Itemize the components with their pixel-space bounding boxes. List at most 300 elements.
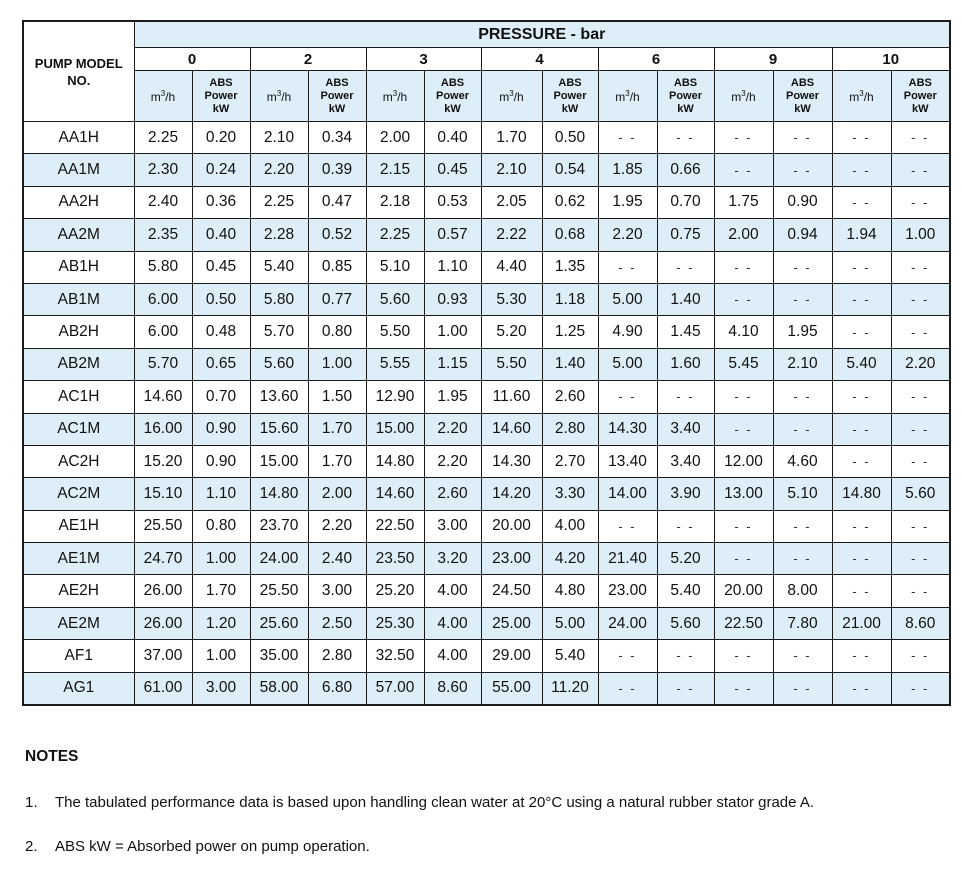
power-cell: 0.52 bbox=[308, 219, 366, 251]
flow-cell: - - bbox=[832, 543, 891, 575]
power-cell: 1.10 bbox=[192, 478, 250, 510]
flow-cell: 15.00 bbox=[250, 445, 308, 477]
power-cell: 3.40 bbox=[657, 445, 714, 477]
power-cell: 0.80 bbox=[192, 510, 250, 542]
power-cell: 0.50 bbox=[542, 122, 598, 154]
flow-cell: 24.00 bbox=[250, 543, 308, 575]
pump-model-cell: AA2H bbox=[23, 186, 134, 218]
flow-cell: - - bbox=[598, 640, 657, 672]
power-cell: 1.00 bbox=[891, 219, 950, 251]
power-cell: 4.00 bbox=[424, 575, 481, 607]
power-cell: 0.40 bbox=[192, 219, 250, 251]
power-cell: - - bbox=[657, 251, 714, 283]
note-number: 1. bbox=[25, 794, 38, 811]
flow-cell: 13.40 bbox=[598, 445, 657, 477]
flow-cell: 14.30 bbox=[481, 445, 542, 477]
power-cell: - - bbox=[773, 154, 832, 186]
flow-cell: 5.40 bbox=[832, 348, 891, 380]
flow-cell: - - bbox=[598, 672, 657, 704]
table-row bbox=[23, 478, 950, 510]
flow-cell: 5.50 bbox=[366, 316, 424, 348]
note-text: ABS kW = Absorbed power on pump operation. bbox=[55, 838, 370, 855]
flow-cell: 2.35 bbox=[134, 219, 192, 251]
pump-model-cell: AB2H bbox=[23, 316, 134, 348]
power-cell: - - bbox=[891, 543, 950, 575]
power-cell: 0.40 bbox=[424, 122, 481, 154]
power-cell: 2.60 bbox=[424, 478, 481, 510]
power-cell: 4.60 bbox=[773, 445, 832, 477]
power-cell: 2.20 bbox=[891, 348, 950, 380]
flow-cell: 12.00 bbox=[714, 445, 773, 477]
flow-cell: 15.00 bbox=[366, 413, 424, 445]
table-row bbox=[23, 154, 950, 186]
power-cell: 2.40 bbox=[308, 543, 366, 575]
flow-cell: 14.60 bbox=[134, 381, 192, 413]
flow-unit-header: $m^3/h$ bbox=[598, 71, 657, 122]
flow-cell: 25.60 bbox=[250, 607, 308, 639]
power-cell: 5.40 bbox=[542, 640, 598, 672]
flow-cell: 2.10 bbox=[481, 154, 542, 186]
flow-cell: 1.95 bbox=[598, 186, 657, 218]
notes-section bbox=[25, 748, 814, 882]
power-cell: 1.40 bbox=[542, 348, 598, 380]
flow-cell: 5.50 bbox=[481, 348, 542, 380]
power-unit-header: ABS Power kW bbox=[542, 71, 598, 122]
flow-cell: 2.18 bbox=[366, 186, 424, 218]
power-cell: 1.95 bbox=[773, 316, 832, 348]
power-cell: 2.20 bbox=[424, 413, 481, 445]
flow-cell: 2.40 bbox=[134, 186, 192, 218]
table-row bbox=[23, 672, 950, 704]
power-cell: 4.00 bbox=[424, 607, 481, 639]
pump-model-cell: AE1H bbox=[23, 510, 134, 542]
flow-cell: 24.50 bbox=[481, 575, 542, 607]
flow-cell: - - bbox=[714, 640, 773, 672]
flow-cell: - - bbox=[714, 672, 773, 704]
table-row bbox=[23, 640, 950, 672]
power-cell: 2.10 bbox=[773, 348, 832, 380]
power-cell: 8.60 bbox=[424, 672, 481, 704]
power-cell: 0.66 bbox=[657, 154, 714, 186]
power-cell: - - bbox=[891, 640, 950, 672]
table-row bbox=[23, 510, 950, 542]
flow-cell: 5.80 bbox=[134, 251, 192, 283]
flow-cell: 14.30 bbox=[598, 413, 657, 445]
flow-cell: - - bbox=[598, 510, 657, 542]
flow-cell: 22.50 bbox=[366, 510, 424, 542]
pump-model-header: PUMP MODEL NO. bbox=[23, 21, 134, 122]
flow-cell: 5.40 bbox=[250, 251, 308, 283]
power-unit-header: ABS Power kW bbox=[891, 71, 950, 122]
notes-title: NOTES bbox=[25, 748, 79, 765]
power-cell: 1.40 bbox=[657, 283, 714, 315]
flow-cell: 57.00 bbox=[366, 672, 424, 704]
flow-cell: 26.00 bbox=[134, 607, 192, 639]
flow-cell: 5.00 bbox=[598, 283, 657, 315]
power-cell: - - bbox=[891, 413, 950, 445]
power-cell: 0.70 bbox=[657, 186, 714, 218]
flow-cell: - - bbox=[714, 510, 773, 542]
power-cell: 8.60 bbox=[891, 607, 950, 639]
pump-model-cell: AC1M bbox=[23, 413, 134, 445]
power-cell: 0.93 bbox=[424, 283, 481, 315]
flow-unit-header: $m^3/h$ bbox=[481, 71, 542, 122]
power-cell: 2.00 bbox=[308, 478, 366, 510]
power-cell: 3.00 bbox=[308, 575, 366, 607]
table-row bbox=[23, 219, 950, 251]
power-cell: 5.60 bbox=[657, 607, 714, 639]
flow-cell: 24.00 bbox=[598, 607, 657, 639]
power-cell: 0.75 bbox=[657, 219, 714, 251]
power-cell: 5.10 bbox=[773, 478, 832, 510]
flow-cell: - - bbox=[832, 445, 891, 477]
flow-cell: 23.00 bbox=[481, 543, 542, 575]
note-item bbox=[25, 794, 814, 811]
flow-cell: - - bbox=[598, 122, 657, 154]
pump-model-cell: AB1H bbox=[23, 251, 134, 283]
flow-cell: 15.60 bbox=[250, 413, 308, 445]
power-cell: 0.47 bbox=[308, 186, 366, 218]
power-cell: - - bbox=[891, 672, 950, 704]
power-cell: - - bbox=[657, 122, 714, 154]
power-cell: 2.50 bbox=[308, 607, 366, 639]
power-unit-header: ABS Power kW bbox=[657, 71, 714, 122]
flow-cell: - - bbox=[598, 251, 657, 283]
power-cell: 0.77 bbox=[308, 283, 366, 315]
flow-cell: 26.00 bbox=[134, 575, 192, 607]
flow-cell: 12.90 bbox=[366, 381, 424, 413]
unit-row bbox=[23, 71, 950, 122]
flow-cell: 5.60 bbox=[366, 283, 424, 315]
pressure-header: PRESSURE - bar bbox=[134, 21, 950, 48]
pump-model-cell: AC1H bbox=[23, 381, 134, 413]
pressure-4-header: 4 bbox=[481, 48, 598, 71]
pressure-9-header: 9 bbox=[714, 48, 832, 71]
flow-cell: 2.10 bbox=[250, 122, 308, 154]
table-row bbox=[23, 348, 950, 380]
power-cell: - - bbox=[891, 316, 950, 348]
power-cell: 1.15 bbox=[424, 348, 481, 380]
power-cell: 1.00 bbox=[308, 348, 366, 380]
flow-cell: 16.00 bbox=[134, 413, 192, 445]
power-cell: 0.90 bbox=[192, 413, 250, 445]
flow-cell: 58.00 bbox=[250, 672, 308, 704]
flow-unit-header: $m^3/h$ bbox=[366, 71, 424, 122]
flow-cell: 55.00 bbox=[481, 672, 542, 704]
flow-cell: 13.00 bbox=[714, 478, 773, 510]
flow-cell: 5.10 bbox=[366, 251, 424, 283]
power-cell: 0.65 bbox=[192, 348, 250, 380]
flow-cell: 11.60 bbox=[481, 381, 542, 413]
flow-cell: 20.00 bbox=[481, 510, 542, 542]
table-row bbox=[23, 543, 950, 575]
flow-cell: 25.00 bbox=[481, 607, 542, 639]
flow-cell: 1.85 bbox=[598, 154, 657, 186]
flow-cell: 2.05 bbox=[481, 186, 542, 218]
flow-cell: 24.70 bbox=[134, 543, 192, 575]
flow-cell: 1.75 bbox=[714, 186, 773, 218]
power-cell: - - bbox=[891, 122, 950, 154]
power-cell: 0.80 bbox=[308, 316, 366, 348]
power-cell: 1.70 bbox=[308, 445, 366, 477]
flow-cell: 5.80 bbox=[250, 283, 308, 315]
table-row bbox=[23, 122, 950, 154]
flow-cell: 2.25 bbox=[366, 219, 424, 251]
flow-cell: 6.00 bbox=[134, 283, 192, 315]
flow-cell: 23.50 bbox=[366, 543, 424, 575]
flow-cell: - - bbox=[714, 154, 773, 186]
power-cell: 5.20 bbox=[657, 543, 714, 575]
table-row bbox=[23, 316, 950, 348]
power-cell: 0.85 bbox=[308, 251, 366, 283]
flow-cell: 21.40 bbox=[598, 543, 657, 575]
power-cell: - - bbox=[891, 283, 950, 315]
table-row bbox=[23, 251, 950, 283]
power-cell: - - bbox=[773, 251, 832, 283]
power-cell: - - bbox=[773, 672, 832, 704]
pressure-6-header: 6 bbox=[598, 48, 714, 71]
flow-cell: 22.50 bbox=[714, 607, 773, 639]
power-cell: 1.45 bbox=[657, 316, 714, 348]
power-cell: 0.62 bbox=[542, 186, 598, 218]
power-cell: - - bbox=[773, 283, 832, 315]
note-text: The tabulated performance data is based upon handling clean water at 20°C using a natural rubber stator grade A. bbox=[55, 794, 814, 811]
power-cell: 0.39 bbox=[308, 154, 366, 186]
power-cell: 0.34 bbox=[308, 122, 366, 154]
pump-model-cell: AE2M bbox=[23, 607, 134, 639]
flow-cell: - - bbox=[832, 251, 891, 283]
flow-cell: - - bbox=[832, 316, 891, 348]
pump-model-cell: AA1M bbox=[23, 154, 134, 186]
flow-cell: 14.80 bbox=[832, 478, 891, 510]
flow-cell: - - bbox=[714, 283, 773, 315]
power-cell: 1.95 bbox=[424, 381, 481, 413]
table-row bbox=[23, 381, 950, 413]
flow-cell: 5.60 bbox=[250, 348, 308, 380]
power-cell: 2.80 bbox=[542, 413, 598, 445]
flow-cell: 4.40 bbox=[481, 251, 542, 283]
pump-model-cell: AA1H bbox=[23, 122, 134, 154]
flow-cell: 14.20 bbox=[481, 478, 542, 510]
flow-cell: 4.90 bbox=[598, 316, 657, 348]
pump-model-cell: AE1M bbox=[23, 543, 134, 575]
pump-model-cell: AB1M bbox=[23, 283, 134, 315]
power-cell: 5.40 bbox=[657, 575, 714, 607]
power-cell: - - bbox=[773, 510, 832, 542]
note-item bbox=[25, 838, 814, 855]
pump-model-cell: AF1 bbox=[23, 640, 134, 672]
power-cell: 1.18 bbox=[542, 283, 598, 315]
power-cell: 5.60 bbox=[891, 478, 950, 510]
flow-cell: 2.00 bbox=[714, 219, 773, 251]
flow-unit-header: $m^3/h$ bbox=[832, 71, 891, 122]
flow-unit-header: $m^3/h$ bbox=[714, 71, 773, 122]
power-cell: 1.70 bbox=[192, 575, 250, 607]
flow-cell: 1.94 bbox=[832, 219, 891, 251]
power-cell: - - bbox=[773, 640, 832, 672]
flow-cell: 2.25 bbox=[134, 122, 192, 154]
power-cell: - - bbox=[773, 543, 832, 575]
power-cell: 3.40 bbox=[657, 413, 714, 445]
power-cell: 1.10 bbox=[424, 251, 481, 283]
power-cell: - - bbox=[657, 510, 714, 542]
flow-cell: 23.70 bbox=[250, 510, 308, 542]
flow-cell: 20.00 bbox=[714, 575, 773, 607]
power-cell: 3.20 bbox=[424, 543, 481, 575]
power-cell: 0.90 bbox=[192, 445, 250, 477]
flow-cell: 14.60 bbox=[481, 413, 542, 445]
flow-cell: 5.00 bbox=[598, 348, 657, 380]
power-cell: 4.00 bbox=[542, 510, 598, 542]
flow-cell: 2.28 bbox=[250, 219, 308, 251]
power-cell: 4.00 bbox=[424, 640, 481, 672]
power-cell: - - bbox=[891, 381, 950, 413]
flow-cell: 5.20 bbox=[481, 316, 542, 348]
power-cell: 3.00 bbox=[192, 672, 250, 704]
power-cell: 0.24 bbox=[192, 154, 250, 186]
power-cell: 3.90 bbox=[657, 478, 714, 510]
power-cell: - - bbox=[657, 640, 714, 672]
power-cell: 1.35 bbox=[542, 251, 598, 283]
pump-model-cell: AA2M bbox=[23, 219, 134, 251]
flow-cell: 5.30 bbox=[481, 283, 542, 315]
flow-cell: 2.00 bbox=[366, 122, 424, 154]
flow-cell: - - bbox=[832, 672, 891, 704]
flow-cell: 15.10 bbox=[134, 478, 192, 510]
flow-cell: 25.30 bbox=[366, 607, 424, 639]
pressure-3-header: 3 bbox=[366, 48, 481, 71]
pump-model-cell: AG1 bbox=[23, 672, 134, 704]
flow-cell: - - bbox=[832, 381, 891, 413]
power-cell: 3.00 bbox=[424, 510, 481, 542]
flow-cell: 2.22 bbox=[481, 219, 542, 251]
flow-cell: 5.70 bbox=[250, 316, 308, 348]
notes-list bbox=[25, 794, 814, 855]
flow-cell: 25.50 bbox=[250, 575, 308, 607]
power-cell: 4.80 bbox=[542, 575, 598, 607]
power-cell: - - bbox=[891, 445, 950, 477]
power-cell: - - bbox=[657, 672, 714, 704]
flow-cell: 2.20 bbox=[598, 219, 657, 251]
table-row bbox=[23, 283, 950, 315]
flow-cell: 1.70 bbox=[481, 122, 542, 154]
power-cell: - - bbox=[891, 575, 950, 607]
power-cell: 1.70 bbox=[308, 413, 366, 445]
power-cell: 0.94 bbox=[773, 219, 832, 251]
flow-cell: - - bbox=[714, 543, 773, 575]
power-cell: 0.53 bbox=[424, 186, 481, 218]
power-cell: - - bbox=[891, 186, 950, 218]
flow-cell: 13.60 bbox=[250, 381, 308, 413]
power-unit-header: ABS Power kW bbox=[424, 71, 481, 122]
flow-cell: - - bbox=[714, 413, 773, 445]
power-cell: - - bbox=[773, 413, 832, 445]
flow-cell: - - bbox=[714, 381, 773, 413]
flow-cell: - - bbox=[832, 413, 891, 445]
flow-cell: 25.50 bbox=[134, 510, 192, 542]
power-cell: 0.36 bbox=[192, 186, 250, 218]
flow-cell: - - bbox=[832, 510, 891, 542]
flow-cell: 14.80 bbox=[250, 478, 308, 510]
flow-unit-header: $m^3/h$ bbox=[250, 71, 308, 122]
pressure-10-header: 10 bbox=[832, 48, 950, 71]
power-cell: 6.80 bbox=[308, 672, 366, 704]
flow-cell: 35.00 bbox=[250, 640, 308, 672]
table-body bbox=[23, 122, 950, 705]
power-unit-header: ABS Power kW bbox=[773, 71, 832, 122]
flow-cell: - - bbox=[832, 122, 891, 154]
power-cell: - - bbox=[657, 381, 714, 413]
flow-cell: 61.00 bbox=[134, 672, 192, 704]
power-cell: 11.20 bbox=[542, 672, 598, 704]
pressure-0-header: 0 bbox=[134, 48, 250, 71]
pump-model-cell: AB2M bbox=[23, 348, 134, 380]
power-cell: 0.90 bbox=[773, 186, 832, 218]
power-cell: 5.00 bbox=[542, 607, 598, 639]
power-cell: 2.70 bbox=[542, 445, 598, 477]
power-cell: 1.25 bbox=[542, 316, 598, 348]
flow-cell: 5.55 bbox=[366, 348, 424, 380]
power-cell: - - bbox=[773, 381, 832, 413]
power-cell: 1.00 bbox=[424, 316, 481, 348]
flow-cell: - - bbox=[714, 122, 773, 154]
flow-cell: 5.45 bbox=[714, 348, 773, 380]
table-row bbox=[23, 575, 950, 607]
power-cell: - - bbox=[891, 154, 950, 186]
power-cell: 0.48 bbox=[192, 316, 250, 348]
power-cell: - - bbox=[891, 510, 950, 542]
flow-cell: 2.25 bbox=[250, 186, 308, 218]
power-cell: 0.68 bbox=[542, 219, 598, 251]
flow-cell: - - bbox=[598, 381, 657, 413]
flow-cell: 25.20 bbox=[366, 575, 424, 607]
table-row bbox=[23, 413, 950, 445]
pump-model-cell: AC2M bbox=[23, 478, 134, 510]
flow-cell: 23.00 bbox=[598, 575, 657, 607]
flow-cell: 14.00 bbox=[598, 478, 657, 510]
flow-cell: 32.50 bbox=[366, 640, 424, 672]
flow-cell: - - bbox=[832, 575, 891, 607]
flow-cell: - - bbox=[714, 251, 773, 283]
power-cell: 1.00 bbox=[192, 640, 250, 672]
flow-cell: 5.70 bbox=[134, 348, 192, 380]
table-row bbox=[23, 607, 950, 639]
table-row bbox=[23, 445, 950, 477]
flow-cell: 14.60 bbox=[366, 478, 424, 510]
power-cell: 2.80 bbox=[308, 640, 366, 672]
pump-model-cell: AE2H bbox=[23, 575, 134, 607]
flow-cell: - - bbox=[832, 640, 891, 672]
flow-cell: - - bbox=[832, 283, 891, 315]
power-cell: 0.45 bbox=[424, 154, 481, 186]
power-cell: - - bbox=[891, 251, 950, 283]
flow-cell: 2.20 bbox=[250, 154, 308, 186]
power-cell: 8.00 bbox=[773, 575, 832, 607]
power-cell: 0.45 bbox=[192, 251, 250, 283]
flow-cell: - - bbox=[832, 154, 891, 186]
power-cell: 1.50 bbox=[308, 381, 366, 413]
power-cell: 1.20 bbox=[192, 607, 250, 639]
power-cell: 0.57 bbox=[424, 219, 481, 251]
pressure-values-row bbox=[23, 48, 950, 71]
power-cell: 0.20 bbox=[192, 122, 250, 154]
power-cell: 2.20 bbox=[308, 510, 366, 542]
power-cell: 0.70 bbox=[192, 381, 250, 413]
power-cell: 2.60 bbox=[542, 381, 598, 413]
flow-cell: - - bbox=[832, 186, 891, 218]
flow-cell: 14.80 bbox=[366, 445, 424, 477]
flow-cell: 6.00 bbox=[134, 316, 192, 348]
